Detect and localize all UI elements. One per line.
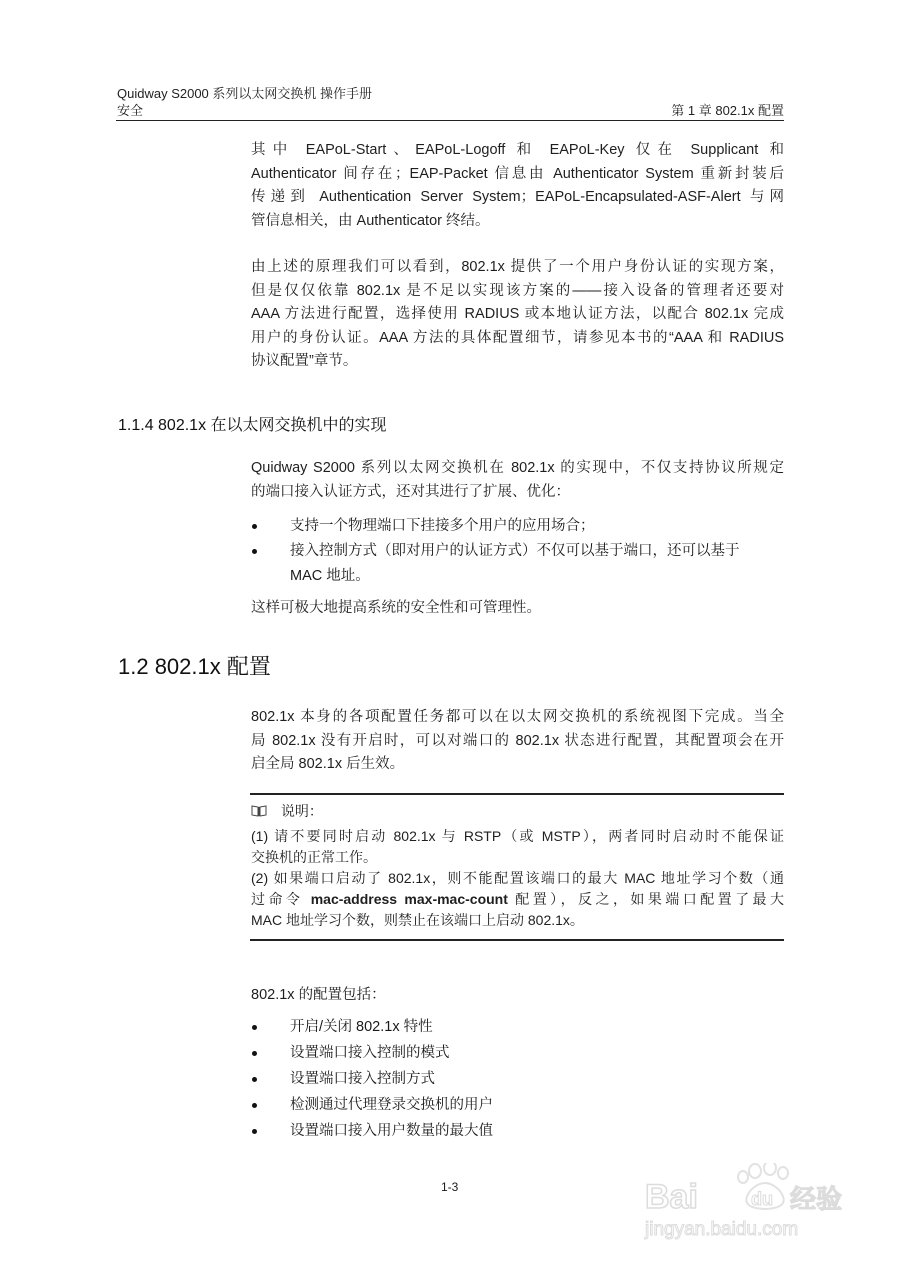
baidu-watermark bbox=[640, 1163, 855, 1243]
book-icon bbox=[251, 802, 267, 822]
note-line: 交换机的正常工作。 bbox=[251, 849, 377, 865]
text-line: 但是仅仅依靠 802.1x 是不足以实现该方案的——接入设备的管理者还要对 bbox=[251, 282, 784, 299]
bullet-icon bbox=[252, 549, 257, 554]
command-text: mac-address max-mac-count bbox=[310, 891, 508, 907]
text-line: AAA 方法进行配置，选择使用 RADIUS 或本地认证方法，以配合 802.1x 完成 bbox=[251, 306, 784, 322]
text-line: 用户的身份认证。AAA 方法的具体配置细节，请参见本书的“AAA 和 RADIUS bbox=[251, 329, 784, 346]
section-1-1-4-closing: 这样可极大地提高系统的安全性和可管理性。 bbox=[251, 600, 541, 616]
paragraph-eapol bbox=[251, 139, 784, 233]
text-line: 的端口接入认证方式，还对其进行了扩展、优化： bbox=[251, 483, 570, 500]
svg-text:jingyan.baidu.com: jingyan.baidu.com bbox=[645, 1219, 799, 1240]
config-list-intro: 802.1x 的配置包括： bbox=[251, 987, 386, 1003]
note-line: (1) 请不要同时启动 802.1x 与 RSTP（或 MSTP），两者同时启动时不能保证 bbox=[251, 828, 784, 844]
bullet-icon bbox=[252, 1051, 257, 1056]
text-line: 局 802.1x 没有开启时，可以对端口的 802.1x 状态进行配置，其配置项会在开 bbox=[251, 732, 784, 749]
svg-text:经验: 经验 bbox=[790, 1185, 843, 1215]
text-line: 802.1x 本身的各项配置任务都可以在以太网交换机的系统视图下完成。当全 bbox=[251, 709, 784, 725]
text-line: 由上述的原理我们可以看到，802.1x 提供了一个用户身份认证的实现方案， bbox=[251, 259, 784, 275]
section-heading-1-2: 1.2 802.1x 配置 bbox=[118, 654, 271, 679]
svg-text:du: du bbox=[751, 1189, 773, 1209]
bullet-icon bbox=[252, 1077, 257, 1082]
text-line: 协议配置”章节。 bbox=[251, 353, 358, 369]
svg-text:Bai: Bai bbox=[645, 1178, 698, 1216]
header-section: 安全 bbox=[117, 103, 144, 118]
note-top-rule bbox=[250, 793, 784, 795]
text-line: 管信息相关，由 Authenticator 终结。 bbox=[251, 212, 490, 229]
page-number: 1-3 bbox=[441, 1180, 459, 1194]
paragraph-principle bbox=[251, 256, 784, 374]
section-1-2-intro bbox=[251, 706, 784, 777]
section-heading-1-1-4: 1.1.4 802.1x 在以太网交换机中的实现 bbox=[118, 417, 387, 434]
text-line: 其中 EAPoL-Start、EAPoL-Logoff 和 EAPoL-Key 仅在 Supplicant 和 bbox=[251, 142, 784, 158]
header-title: Quidway S2000 系列以太网交换机 操作手册 bbox=[117, 86, 373, 101]
header-chapter: 第 1 章 802.1x 配置 bbox=[671, 103, 784, 118]
text-line: Quidway S2000 系列以太网交换机在 802.1x 的实现中，不仅支持协议所规定 bbox=[251, 460, 784, 476]
note-header bbox=[251, 801, 323, 822]
text-line: 启全局 802.1x 后生效。 bbox=[251, 756, 405, 772]
baidu-paw-logo-icon bbox=[640, 1163, 855, 1243]
text-line: Authenticator 间存在；EAP-Packet 信息由 Authenticator System 重新封装后 bbox=[251, 165, 784, 182]
note-line: MAC 地址学习个数，则禁止在该端口上启动 802.1x。 bbox=[251, 912, 584, 928]
note-line: (2) 如果端口启动了 802.1x，则不能配置该端口的最大 MAC 地址学习个数（通 bbox=[251, 870, 784, 886]
text-line: 传递到 Authentication Server System；EAPoL-Encapsulated-ASF-Alert 与网 bbox=[251, 189, 784, 205]
note-line: 过命令 mac-address max-mac-count 配置），反之，如果端口配置了最大 bbox=[251, 891, 785, 907]
bullet-icon bbox=[252, 524, 257, 529]
section-1-1-4-intro bbox=[251, 457, 784, 504]
note-body bbox=[251, 826, 784, 931]
note-bottom-rule bbox=[250, 939, 784, 941]
header-rule bbox=[116, 120, 784, 121]
bullet-icon bbox=[252, 1025, 257, 1030]
note-title: 说明： bbox=[280, 803, 323, 819]
bullet-icon bbox=[252, 1129, 257, 1134]
bullet-icon bbox=[252, 1103, 257, 1108]
